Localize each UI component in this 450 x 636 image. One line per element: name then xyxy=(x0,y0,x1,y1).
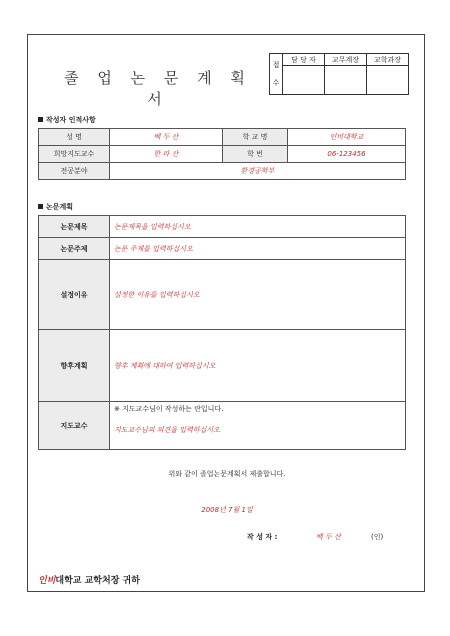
future-plan-value[interactable]: 향후 계획에 대하여 입력하십시오 xyxy=(110,330,406,402)
approval-table xyxy=(269,53,409,95)
reason-value[interactable]: 설정한 이유를 입력하십시오 xyxy=(110,260,406,330)
advisor-label: 희망지도교수 xyxy=(39,146,110,163)
approval-header-section-chief: 교학과장 xyxy=(367,54,409,66)
thesis-title-value[interactable]: 논문제목을 입력하십시오 xyxy=(110,216,406,238)
approval-sign-box[interactable] xyxy=(283,66,325,95)
plan-section-heading-text: 논문계획 xyxy=(46,203,74,211)
approval-sign-box[interactable] xyxy=(325,66,367,95)
approval-side-label-top: 접 xyxy=(272,61,280,69)
seal-mark: (인) xyxy=(371,533,384,541)
thesis-topic-value[interactable]: 논문 주제를 입력하십시오 xyxy=(110,238,406,260)
plan-section-heading xyxy=(38,202,73,212)
recipient-line xyxy=(38,573,140,586)
writer-name[interactable]: 백 두 산 xyxy=(316,533,341,541)
advisor-comment-label: 지도교수 xyxy=(39,402,110,450)
square-bullet-icon xyxy=(38,117,43,122)
approval-header-manager: 담 당 자 xyxy=(283,54,325,66)
thesis-topic-label: 논문주제 xyxy=(39,238,110,260)
school-label: 학 교 명 xyxy=(223,129,288,146)
author-section-heading-text: 작성자 인적사항 xyxy=(46,116,96,124)
major-value[interactable]: 환경공학부 xyxy=(110,163,406,180)
author-info-table xyxy=(38,128,406,180)
square-bullet-icon xyxy=(38,204,43,209)
school-value[interactable]: 인비대학교 xyxy=(288,129,406,146)
document-page xyxy=(27,34,425,592)
student-id-label: 학 번 xyxy=(223,146,288,163)
advisor-comment-cell[interactable] xyxy=(110,402,406,450)
approval-side-label xyxy=(270,54,283,95)
submission-date[interactable]: 2008년 7월 1일 xyxy=(201,506,253,514)
recipient-text: 대학교 교학처장 귀하 xyxy=(55,576,140,586)
approval-header-affairs-chief: 교무계장 xyxy=(325,54,367,66)
thesis-title-label: 논문제목 xyxy=(39,216,110,238)
student-id-value[interactable]: 06-123456 xyxy=(288,146,406,163)
reason-label: 설정이유 xyxy=(39,260,110,330)
closing-statement: 위와 같이 졸업논문계획서 제출합니다. xyxy=(168,470,286,478)
writer-label: 작 성 자 : xyxy=(247,533,278,541)
approval-sign-box[interactable] xyxy=(367,66,409,95)
future-plan-label: 향후계획 xyxy=(39,330,110,402)
major-label: 전공분야 xyxy=(39,163,110,180)
name-value[interactable]: 백 두 산 xyxy=(110,129,223,146)
name-label: 성 명 xyxy=(39,129,110,146)
advisor-comment-value[interactable]: 지도교수님의 의견을 입력하십시오 xyxy=(114,426,220,434)
advisor-value[interactable]: 한 라 산 xyxy=(110,146,223,163)
approval-side-label-bottom: 수 xyxy=(272,79,280,87)
university-brand: 인비 xyxy=(38,576,56,586)
document-title: 졸 업 논 문 계 획 서 xyxy=(64,69,252,108)
author-section-heading xyxy=(38,115,96,125)
advisor-comment-note: ※ 지도교수님이 작성하는 란입니다. xyxy=(114,405,224,413)
plan-table xyxy=(38,215,406,450)
